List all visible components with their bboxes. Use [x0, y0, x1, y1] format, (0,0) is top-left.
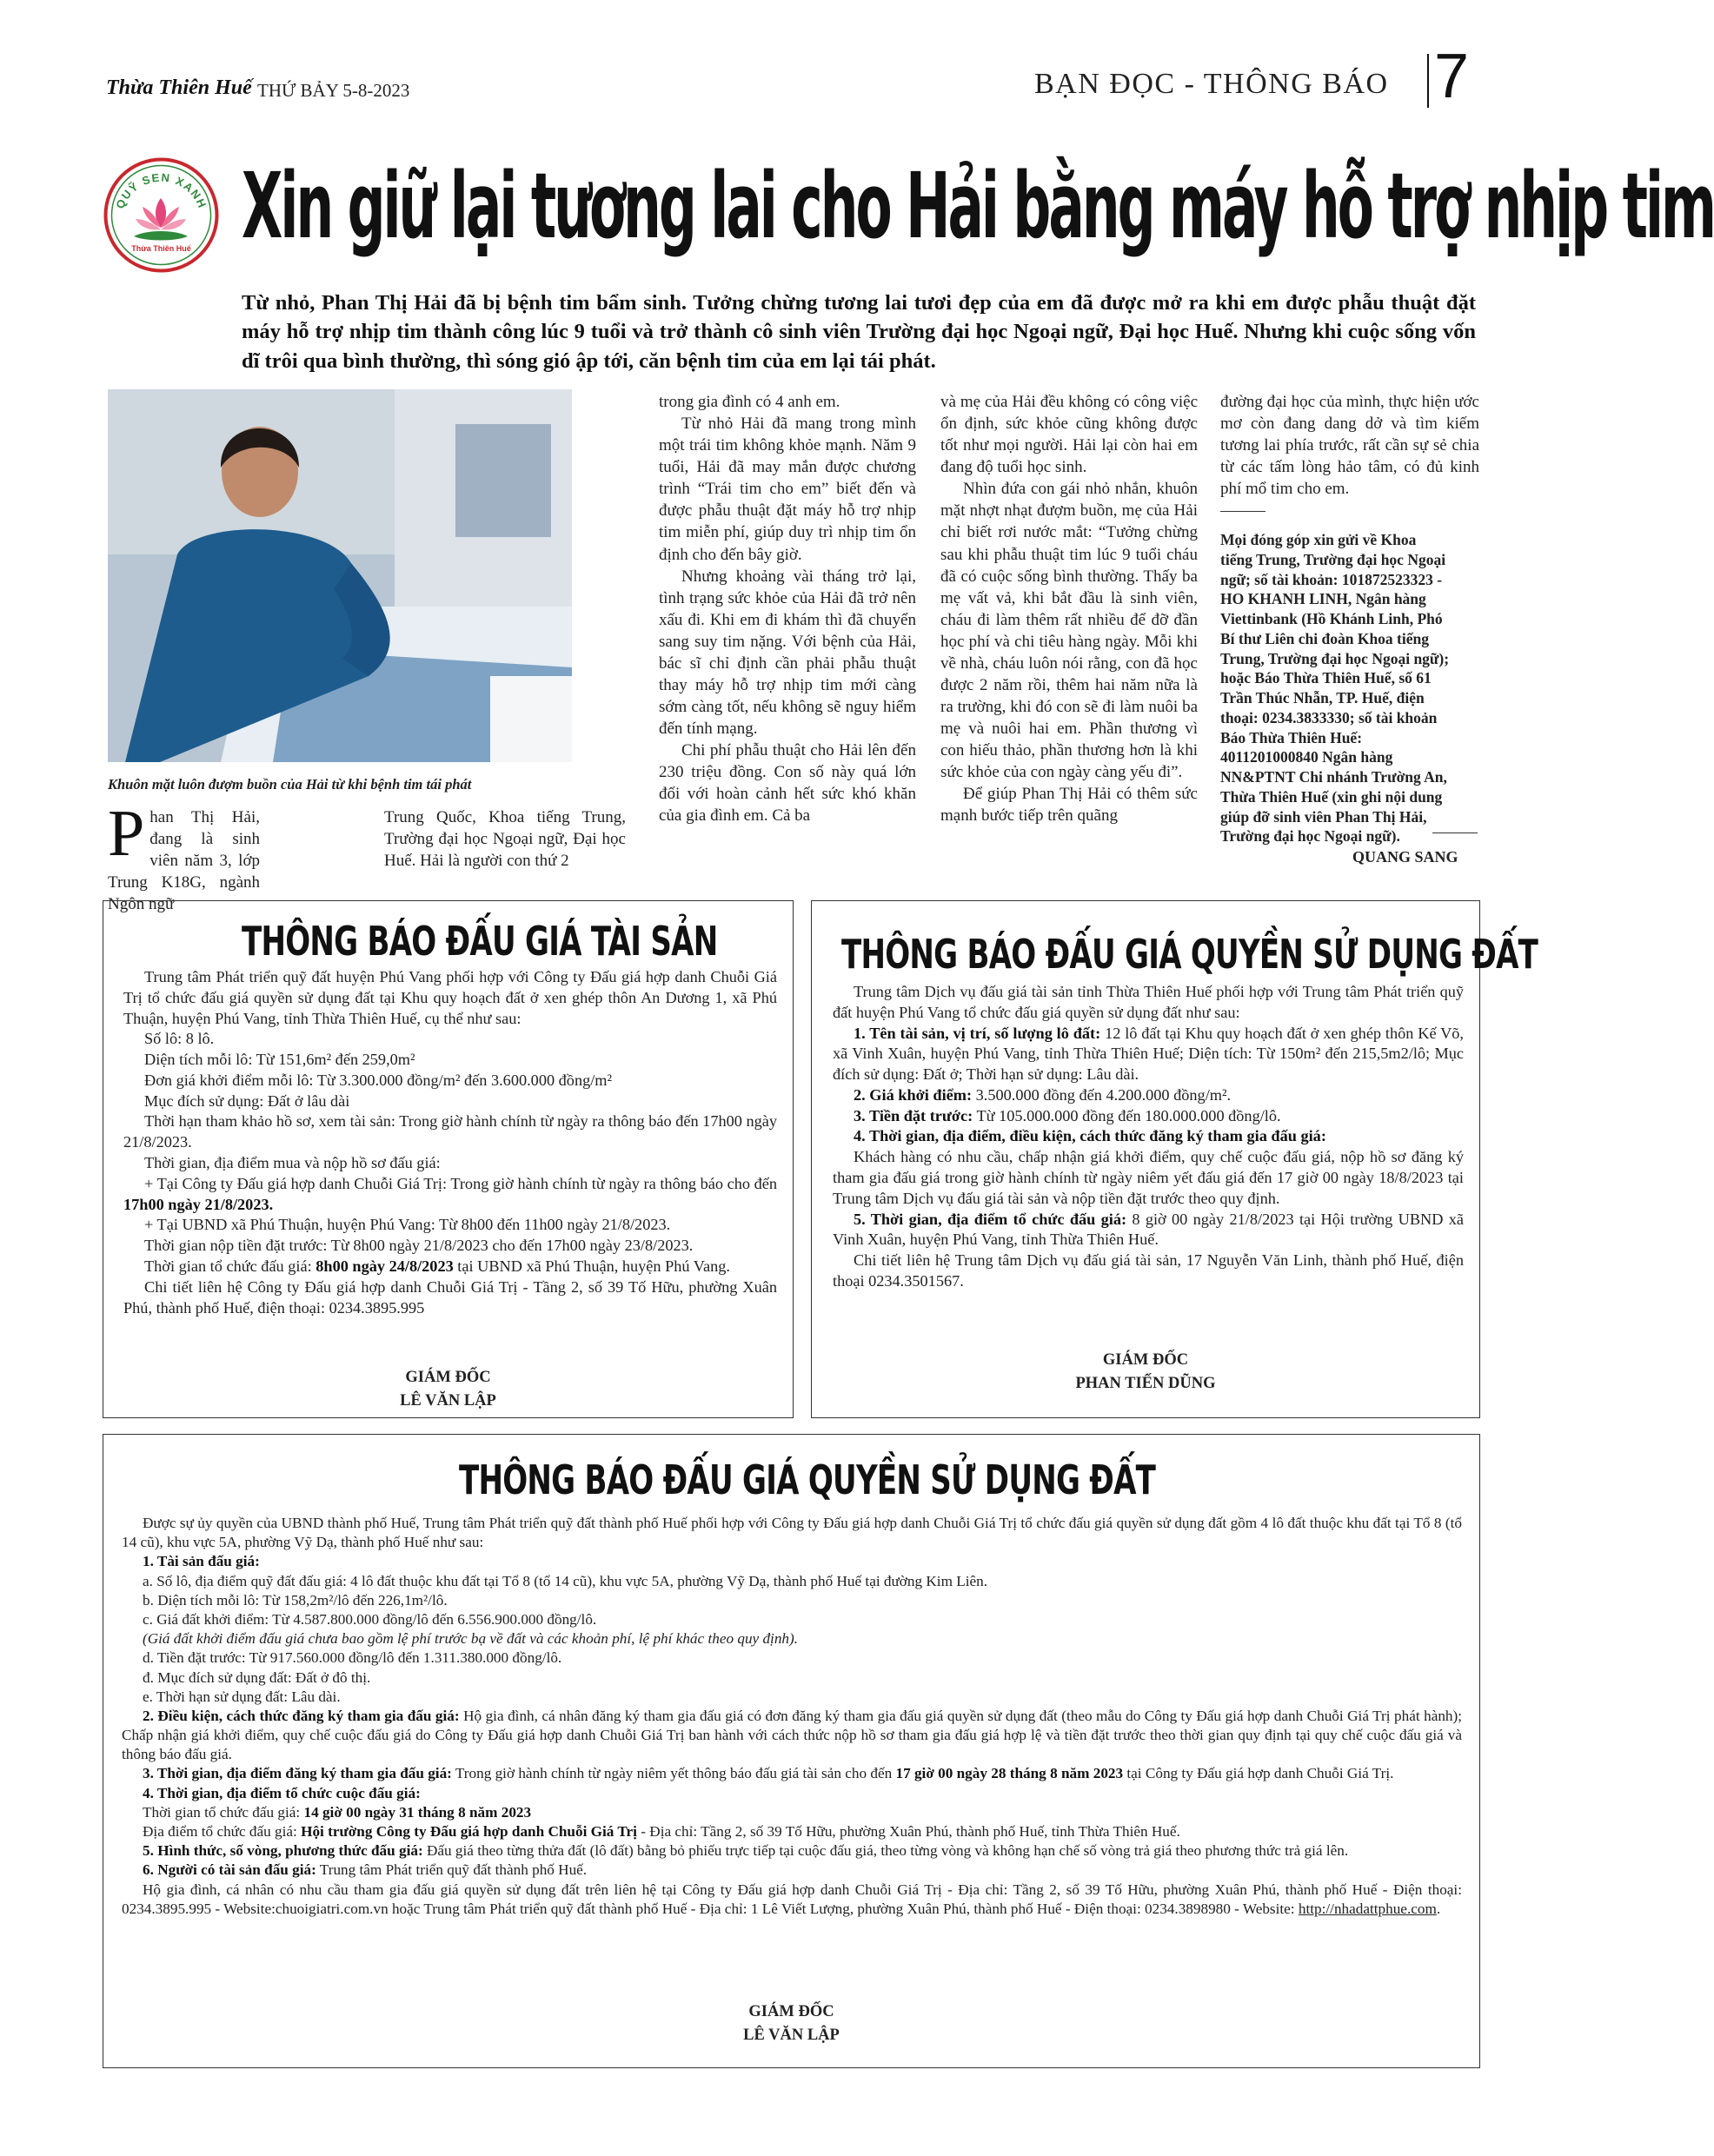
notice-line: Trung tâm Phát triển quỹ đất huyện Phú Vang phối hợp với Công ty Đấu giá hợp danh Chuỗi Giá Trị tổ chức đấu giá quyền sử dụng đất tại Khu quy hoạch đất ở xen ghép thôn An Dương 1, xã Phú Thuận, huyện Phú Vang, tỉnh Thừa Thiên Huế, cụ thể như sau: — [123, 968, 777, 1027]
signature-name: PHAN TIẾN DŨNG — [1075, 1374, 1216, 1392]
notice-emphasis: 14 giờ 00 ngày 31 tháng 8 năm 2023 — [303, 1803, 532, 1821]
notice-line: d. Tiền đặt trước: Từ 917.560.000 đồng/lô đến 1.311.380.000 đồng/lô. — [143, 1649, 562, 1667]
notice-emphasis: 3. Thời gian, địa điểm đăng ký tham gia đấu giá: — [143, 1765, 452, 1782]
article-photo — [108, 389, 572, 762]
donation-info: Mọi đóng góp xin gửi về Khoa tiếng Trung, Trường đại học Ngoại ngữ; số tài khoản: 101872523323 - HO KHANH LINH, Ngân hàng Viettinbank (Hồ Khánh Linh, Phó Bí thư Liên chi đoàn Khoa tiếng Trung, Trường đại học Ngoại ngữ); hoặc Báo Thừa Thiên Huế, số 61 Trần Thúc Nhẫn, TP. Huế, điện thoại: 0234.3833330; số tài khoản Báo Thừa Thiên Huế: 4011201000840 Ngân hàng NN&PTNT Chi nhánh Trường An, Thừa Thiên Huế (xin ghi nội dung giúp đỡ sinh viên Phan Thị Hải, Trường đại học Ngoại ngữ). — [1220, 531, 1450, 846]
article-paragraph: trong gia đình có 4 anh em. — [659, 393, 840, 411]
notice-emphasis: 4. Thời gian, địa điểm tổ chức cuộc đấu giá: — [143, 1784, 421, 1801]
notice-line: đ. Mục đích sử dụng đất: Đất ở đô thị. — [143, 1668, 371, 1686]
article-column-3 — [659, 391, 916, 827]
article-paragraph-1b: Trung Quốc, Khoa tiếng Trung, Trường đại học Ngoại ngữ, Đại học Huế. Hải là người con thứ 2 — [384, 808, 626, 871]
notice-text: - Địa chỉ: Tầng 2, số 39 Tố Hữu, phường Xuân Phú, thành phố Huế, tỉnh Thừa Thiên Huế. — [636, 1823, 1180, 1840]
notice-line: (Giá đất khởi điểm đấu giá chưa bao gồm lệ phí trước bạ về đất và các khoản phí, lệ phí khác theo quy định). — [143, 1630, 799, 1648]
logo-top-text: QUỸ SEN XANH — [113, 170, 209, 211]
notice-emphasis: Hội trường Công ty Đấu giá hợp danh Chuỗi Giá Trị — [301, 1823, 637, 1840]
notice-text: Thời gian tổ chức đấu giá: — [143, 1803, 304, 1821]
notice-text: + Tại Công ty Đấu giá hợp danh Chuỗi Giá Trị: Trong giờ hành chính từ ngày ra thông báo cho đến — [144, 1174, 777, 1192]
notice-emphasis: 5. Hình thức, số vòng, phương thức đấu giá: — [143, 1842, 423, 1860]
notice-text: Đấu giá theo từng thửa đất (lô đất) bằng bỏ phiếu trực tiếp tại cuộc đấu giá, theo từng vòng và không hạn chế số vòng trả giá theo phương thức trả giá lên. — [422, 1842, 1349, 1860]
notice-body — [833, 982, 1464, 1292]
notice-line: Đơn giá khởi điểm mỗi lô: Từ 3.300.000 đồng/m² đến 3.600.000 đồng/m² — [144, 1071, 613, 1089]
article-column-5 — [1220, 391, 1479, 500]
separator — [1220, 511, 1266, 512]
notice-title: THÔNG BÁO ĐẤU GIÁ TÀI SẢN — [242, 918, 718, 965]
notice-emphasis: 1. Tên tài sản, vị trí, số lượng lô đất: — [854, 1024, 1101, 1042]
article-paragraph: đường đại học của mình, thực hiện ước mơ còn đang dang dở và tìm kiếm tương lai phía trước, rất cần sự sẻ chia từ các tấm lòng hảo tâm, có đủ kinh phí mổ tim cho em. — [1220, 393, 1479, 499]
notice-line: + Tại UBND xã Phú Thuận, huyện Phú Vang: Từ 8h00 đến 11h00 ngày 21/8/2023. — [144, 1216, 671, 1234]
signature-title: GIÁM ĐỐC — [405, 1369, 491, 1386]
notice-title: THÔNG BÁO ĐẤU GIÁ QUYỀN SỬ DỤNG ĐẤT — [841, 931, 1538, 978]
notice-emphasis: 6. Người có tài sản đấu giá: — [143, 1861, 316, 1879]
notice-emphasis: 5. Thời gian, địa điểm tổ chức đấu giá: — [854, 1210, 1127, 1228]
article-paragraph: Từ nhỏ Hải đã mang trong mình một trái tim không khỏe mạnh. Năm 9 tuổi, Hải đã may mắn được chương trình “Trái tim cho em” biết đến và được phẫu thuật đặt máy hỗ trợ nhịp tim miễn phí, giúp duy trì nhịp tim ổn định cho đến bây giờ. — [659, 415, 916, 564]
notice-line — [833, 1085, 1464, 1106]
notice-line — [122, 1784, 1462, 1803]
notice-emphasis: 4. Thời gian, địa điểm, điều kiện, cách thức đăng ký tham gia đấu giá: — [854, 1127, 1326, 1145]
drop-cap: P — [108, 797, 145, 870]
newspaper-name: Thừa Thiên Huế — [106, 76, 252, 99]
notice-emphasis: 3. Tiền đặt trước: — [854, 1106, 973, 1124]
photo-caption: Khuôn mặt luôn đượm buồn của Hải từ khi bệnh tim tái phát — [108, 776, 472, 793]
notice-line — [122, 1841, 1462, 1861]
website-link[interactable]: http://nhadattphue.com — [1298, 1900, 1437, 1917]
notice-text: tại UBND xã Phú Thuận, huyện Phú Vang. — [453, 1257, 730, 1275]
notice-signature — [811, 1349, 1480, 1396]
notice-line — [122, 1881, 1462, 1919]
notice-emphasis: 1. Tài sản đấu giá: — [143, 1553, 260, 1570]
notice-text: Trung tâm Phát triển quỹ đất thành phố Huế. — [316, 1861, 588, 1879]
notice-line: Thời gian, địa điểm mua và nộp hồ sơ đấu giá: — [144, 1154, 441, 1172]
notice-line: c. Giá đất khởi điểm: Từ 4.587.800.000 đồng/lô đến 6.556.900.000 đồng/lô. — [143, 1610, 597, 1628]
notice-signature — [103, 1366, 794, 1413]
notice-line — [122, 1803, 1462, 1822]
notice-emphasis: 2. Điều kiện, cách thức đăng ký tham gia đấu giá: — [143, 1707, 460, 1724]
notice-line — [122, 1861, 1462, 1880]
notice-line: Mục đích sử dụng: Đất ở lâu dài — [144, 1091, 350, 1110]
notice-line: e. Thời hạn sử dụng đất: Lâu dài. — [143, 1688, 341, 1705]
notice-text: 8 giờ 00 ngày 21/8/2023 tại Hội trường UBND xã Vinh Xuân, huyện Phú Vang, tỉnh Thừa Thiên Huế. — [833, 1210, 1464, 1249]
signature-title: GIÁM ĐỐC — [748, 2003, 834, 2020]
notice-line: Thời hạn tham khảo hồ sơ, xem tài sản: Trong giờ hành chính từ ngày ra thông báo đến 17h00 ngày 21/8/2023. — [123, 1112, 777, 1151]
signature-title: GIÁM ĐỐC — [1102, 1351, 1189, 1369]
notice-text: Hộ gia đình, cá nhân có nhu cầu tham gia đấu giá quyền sử dụng đất trên liên hệ tại Công ty Đấu giá hợp danh Chuỗi Giá Trị - Địa chỉ: Tầng 2, số 39 Tố Hữu, phường Xuân Phú, thành phố Huế - Điện thoại: 0234.3895.995 - Website:chuoigiatri.com.vn hoặc Trung tâm Phát triển quỹ đất thành phố Huế - Địa chỉ: 1 Lê Viết Lượng, phường Xuân Phú, thành phố Huế - Điện thoại: 0234.3898980 - Website: — [122, 1881, 1462, 1917]
issue-date: THỨ BẢY 5-8-2023 — [257, 80, 410, 101]
notice-line — [833, 1106, 1464, 1127]
notice-title: THÔNG BÁO ĐẤU GIÁ QUYỀN SỬ DỤNG ĐẤT — [459, 1456, 1156, 1503]
page-number: 7 — [1434, 42, 1470, 111]
article-paragraph-1a: han Thị Hải, đang là sinh viên năm 3, lớp Trung K18G, ngành Ngôn ngữ — [108, 808, 260, 914]
notice-emphasis: 8h00 ngày 24/8/2023 — [316, 1257, 454, 1275]
section-title: BẠN ĐỌC - THÔNG BÁO — [1034, 68, 1389, 100]
notice-emphasis: 17h00 ngày 21/8/2023. — [123, 1195, 274, 1213]
notice-text: Hộ gia đình, cá nhân đăng ký tham gia đấu giá có đơn đăng ký tham gia đấu giá quyền sử dụng đất (theo mẫu do Công ty Đấu giá hợp danh Chuỗi Giá Trị phát hành); Chấp nhận giá khởi điểm, quy chế cuộc đấu giá do Công ty Đấu giá hợp danh Chuỗi Giá Trị ban hành với cách thức nộp hồ sơ tham gia đấu giá hợp lệ và tiền đặt trước theo thời gian quy định tại quy chế cuộc đấu giá và thông báo đấu giá. — [122, 1707, 1463, 1763]
notice-line: Trung tâm Dịch vụ đấu giá tài sản tỉnh Thừa Thiên Huế phối hợp với Trung tâm Phát triển quỹ đất huyện Phú Vang tổ chức đấu giá quyền sử dụng đất như sau: — [833, 983, 1464, 1021]
notice-body — [122, 1514, 1462, 1919]
notice-line — [122, 1764, 1462, 1783]
notice-line — [122, 1822, 1462, 1841]
notice-body — [123, 967, 777, 1318]
notice-line: b. Diện tích mỗi lô: Từ 158,2m²/lô đến 226,1m²/lô. — [143, 1591, 448, 1609]
notice-text: Thời gian tổ chức đấu giá: — [144, 1257, 316, 1275]
notice-text: tại Công ty Đấu giá hợp danh Chuỗi Giá Trị. — [1123, 1765, 1394, 1782]
signature-name: LÊ VĂN LẬP — [743, 2026, 840, 2044]
article-title: Xin giữ lại tương lai cho Hải bằng máy hỗ trợ nhịp tim — [242, 153, 1714, 259]
notice-text: Trong giờ hành chính từ ngày niêm yết thông báo đấu giá tài sản cho đến — [451, 1765, 896, 1782]
quy-sen-xanh-logo — [103, 156, 220, 274]
notice-line: Được sự ủy quyền của UBND thành phố Huế, Trung tâm Phát triển quỹ đất thành phố Huế phối hợp với Công ty Đấu giá hợp danh Chuỗi Giá Trị tổ chức đấu giá quyền sử dụng đất gồm 4 lô đất thuộc khu đất tại Tổ 8 (tổ 14 cũ), khu vực 5A, phường Vỹ Dạ, thành phố Huế như sau: — [122, 1515, 1462, 1551]
notice-text: Từ 105.000.000 đồng đến 180.000.000 đồng/lô. — [973, 1106, 1281, 1124]
notice-text: Địa điểm tổ chức đấu giá: — [143, 1823, 302, 1840]
notice-line: a. Số lô, địa điểm quỹ đất đấu giá: 4 lô đất thuộc khu đất tại Tổ 8 (tổ 14 cũ), khu vực 5A, phường Vỹ Dạ, thành phố Huế tại đường Kim Liên. — [143, 1572, 988, 1589]
signature-name: LÊ VĂN LẬP — [400, 1391, 496, 1410]
notice-text: 3.500.000 đồng đến 4.200.000 đồng/m². — [972, 1085, 1232, 1104]
article-paragraph: Nhìn đứa con gái nhỏ nhắn, khuôn mặt nhợt nhạt đượm buồn, mẹ của Hải chỉ biết rơi nước mắt: “Tưởng chừng sau khi phẫu thuật tim lúc 9 tuổi cháu đã có cuộc sống bình thường. Thấy ba mẹ vất vả, khi bắt đầu là sinh viên, cháu đi làm thêm rất nhiều để đỡ đần học phí và chi tiêu hàng ngày. Mỗi khi về nhà, cháu luôn nói rằng, con đã học được 2 năm rồi, thêm hai năm nữa là ra trường, khi đó con sẽ đi làm nuôi ba mẹ và nuôi hai em. Phần thương vì con hiếu thảo, phần thương hơn là khi sức khỏe của con ngày càng yếu đi”. — [940, 480, 1198, 782]
notice-text: 12 lô đất tại Khu quy hoạch đất ở xen ghép thôn Kế Võ, xã Vinh Xuân, huyện Phú Vang, tỉnh Thừa Thiên Huế; Diện tích: Từ 150m² đến 215,5m2/lô; Mục đích sử dụng: Đất ở; Thời hạn sử dụng: Lâu dài. — [833, 1024, 1464, 1084]
article-lead: Từ nhỏ, Phan Thị Hải đã bị bệnh tim bẩm sinh. Tưởng chừng tương lai tươi đẹp của em đã được mở ra khi em được phẫu thuật đặt máy hỗ trợ nhịp tim thành công lúc 9 tuổi và trở thành cô sinh viên Trường đại học Ngoại ngữ, Đại học Huế. Nhưng khi cuộc sống vốn dĩ trôi qua bình thường, thì sóng gió ập tới, căn bệnh tim của em lại tái phát. — [242, 291, 1476, 373]
notice-line — [833, 1024, 1464, 1085]
notice-line — [833, 1210, 1464, 1251]
notice-line: Chi tiết liên hệ Công ty Đấu giá hợp danh Chuỗi Giá Trị - Tầng 2, số 39 Tố Hữu, phường Xuân Phú, thành phố Huế, điện thoại: 0234.3895.995 — [123, 1277, 777, 1317]
notice-line: Diện tích mỗi lô: Từ 151,6m² đến 259,0m² — [144, 1051, 415, 1069]
article-paragraph: Để giúp Phan Thị Hải có thêm sức mạnh bước tiếp trên quãng — [940, 785, 1198, 826]
notice-line: Khách hàng có nhu cầu, chấp nhận giá khởi điểm, quy chế cuộc đấu giá, nộp hồ sơ đăng ký tham gia đấu giá trong giờ hành chính từ ngày niêm yết đấu giá đến 17 giờ 00 ngày 18/8/2023 tại Trung tâm Dịch vụ đấu giá tài sản và nộp tiền đặt trước theo quy định. — [833, 1148, 1464, 1207]
notice-line — [123, 1257, 777, 1277]
notice-emphasis: 2. Giá khởi điểm: — [854, 1085, 973, 1104]
article-author: QUANG SANG — [1352, 848, 1458, 866]
header-divider — [1427, 54, 1429, 108]
notice-signature — [103, 2000, 1480, 2047]
notice-line — [122, 1552, 1462, 1571]
article-column-4 — [940, 391, 1198, 827]
notice-line: Chi tiết liên hệ Trung tâm Dịch vụ đấu giá tài sản, 17 Nguyễn Văn Linh, thành phố Huế, điện thoại 0234.3501567. — [833, 1251, 1464, 1290]
article-paragraph: Nhưng khoảng vài tháng trở lại, tình trạng sức khỏe của Hải đã trở nên xấu đi. Khi em đi khám thì đã chuyển sang suy tim nặng. Với bệnh của Hải, bác sĩ chỉ định cần phải phẫu thuật thay máy hỗ trợ nhịp tim mới càng sớm càng tốt, nếu không sẽ nguy hiểm đến tính mạng. — [659, 567, 916, 739]
notice-line: Thời gian nộp tiền đặt trước: Từ 8h00 ngày 21/8/2023 cho đến 17h00 ngày 23/8/2023. — [144, 1237, 694, 1255]
article-column-1 — [108, 797, 260, 915]
notice-text: . — [1436, 1900, 1441, 1917]
article-paragraph: và mẹ của Hải đều không có công việc ổn định, sức khỏe cũng không được tốt như mọi người. Hải lại còn hai em đang độ tuổi học sinh. — [940, 393, 1198, 477]
notice-emphasis: 17 giờ 00 ngày 28 tháng 8 năm 2023 — [895, 1765, 1124, 1782]
notice-line — [123, 1174, 777, 1216]
notice-line — [122, 1707, 1462, 1765]
article-paragraph: Chi phí phẫu thuật cho Hải lên đến 230 triệu đồng. Con số này quá lớn đối với hoàn cảnh hết sức khó khăn của gia đình em. Cả ba — [659, 741, 916, 826]
notice-line — [833, 1126, 1464, 1147]
article-column-2 — [384, 806, 626, 872]
logo-bottom-text: Thừa Thiên Huế — [131, 244, 191, 253]
notice-line: Số lô: 8 lô. — [144, 1030, 215, 1048]
